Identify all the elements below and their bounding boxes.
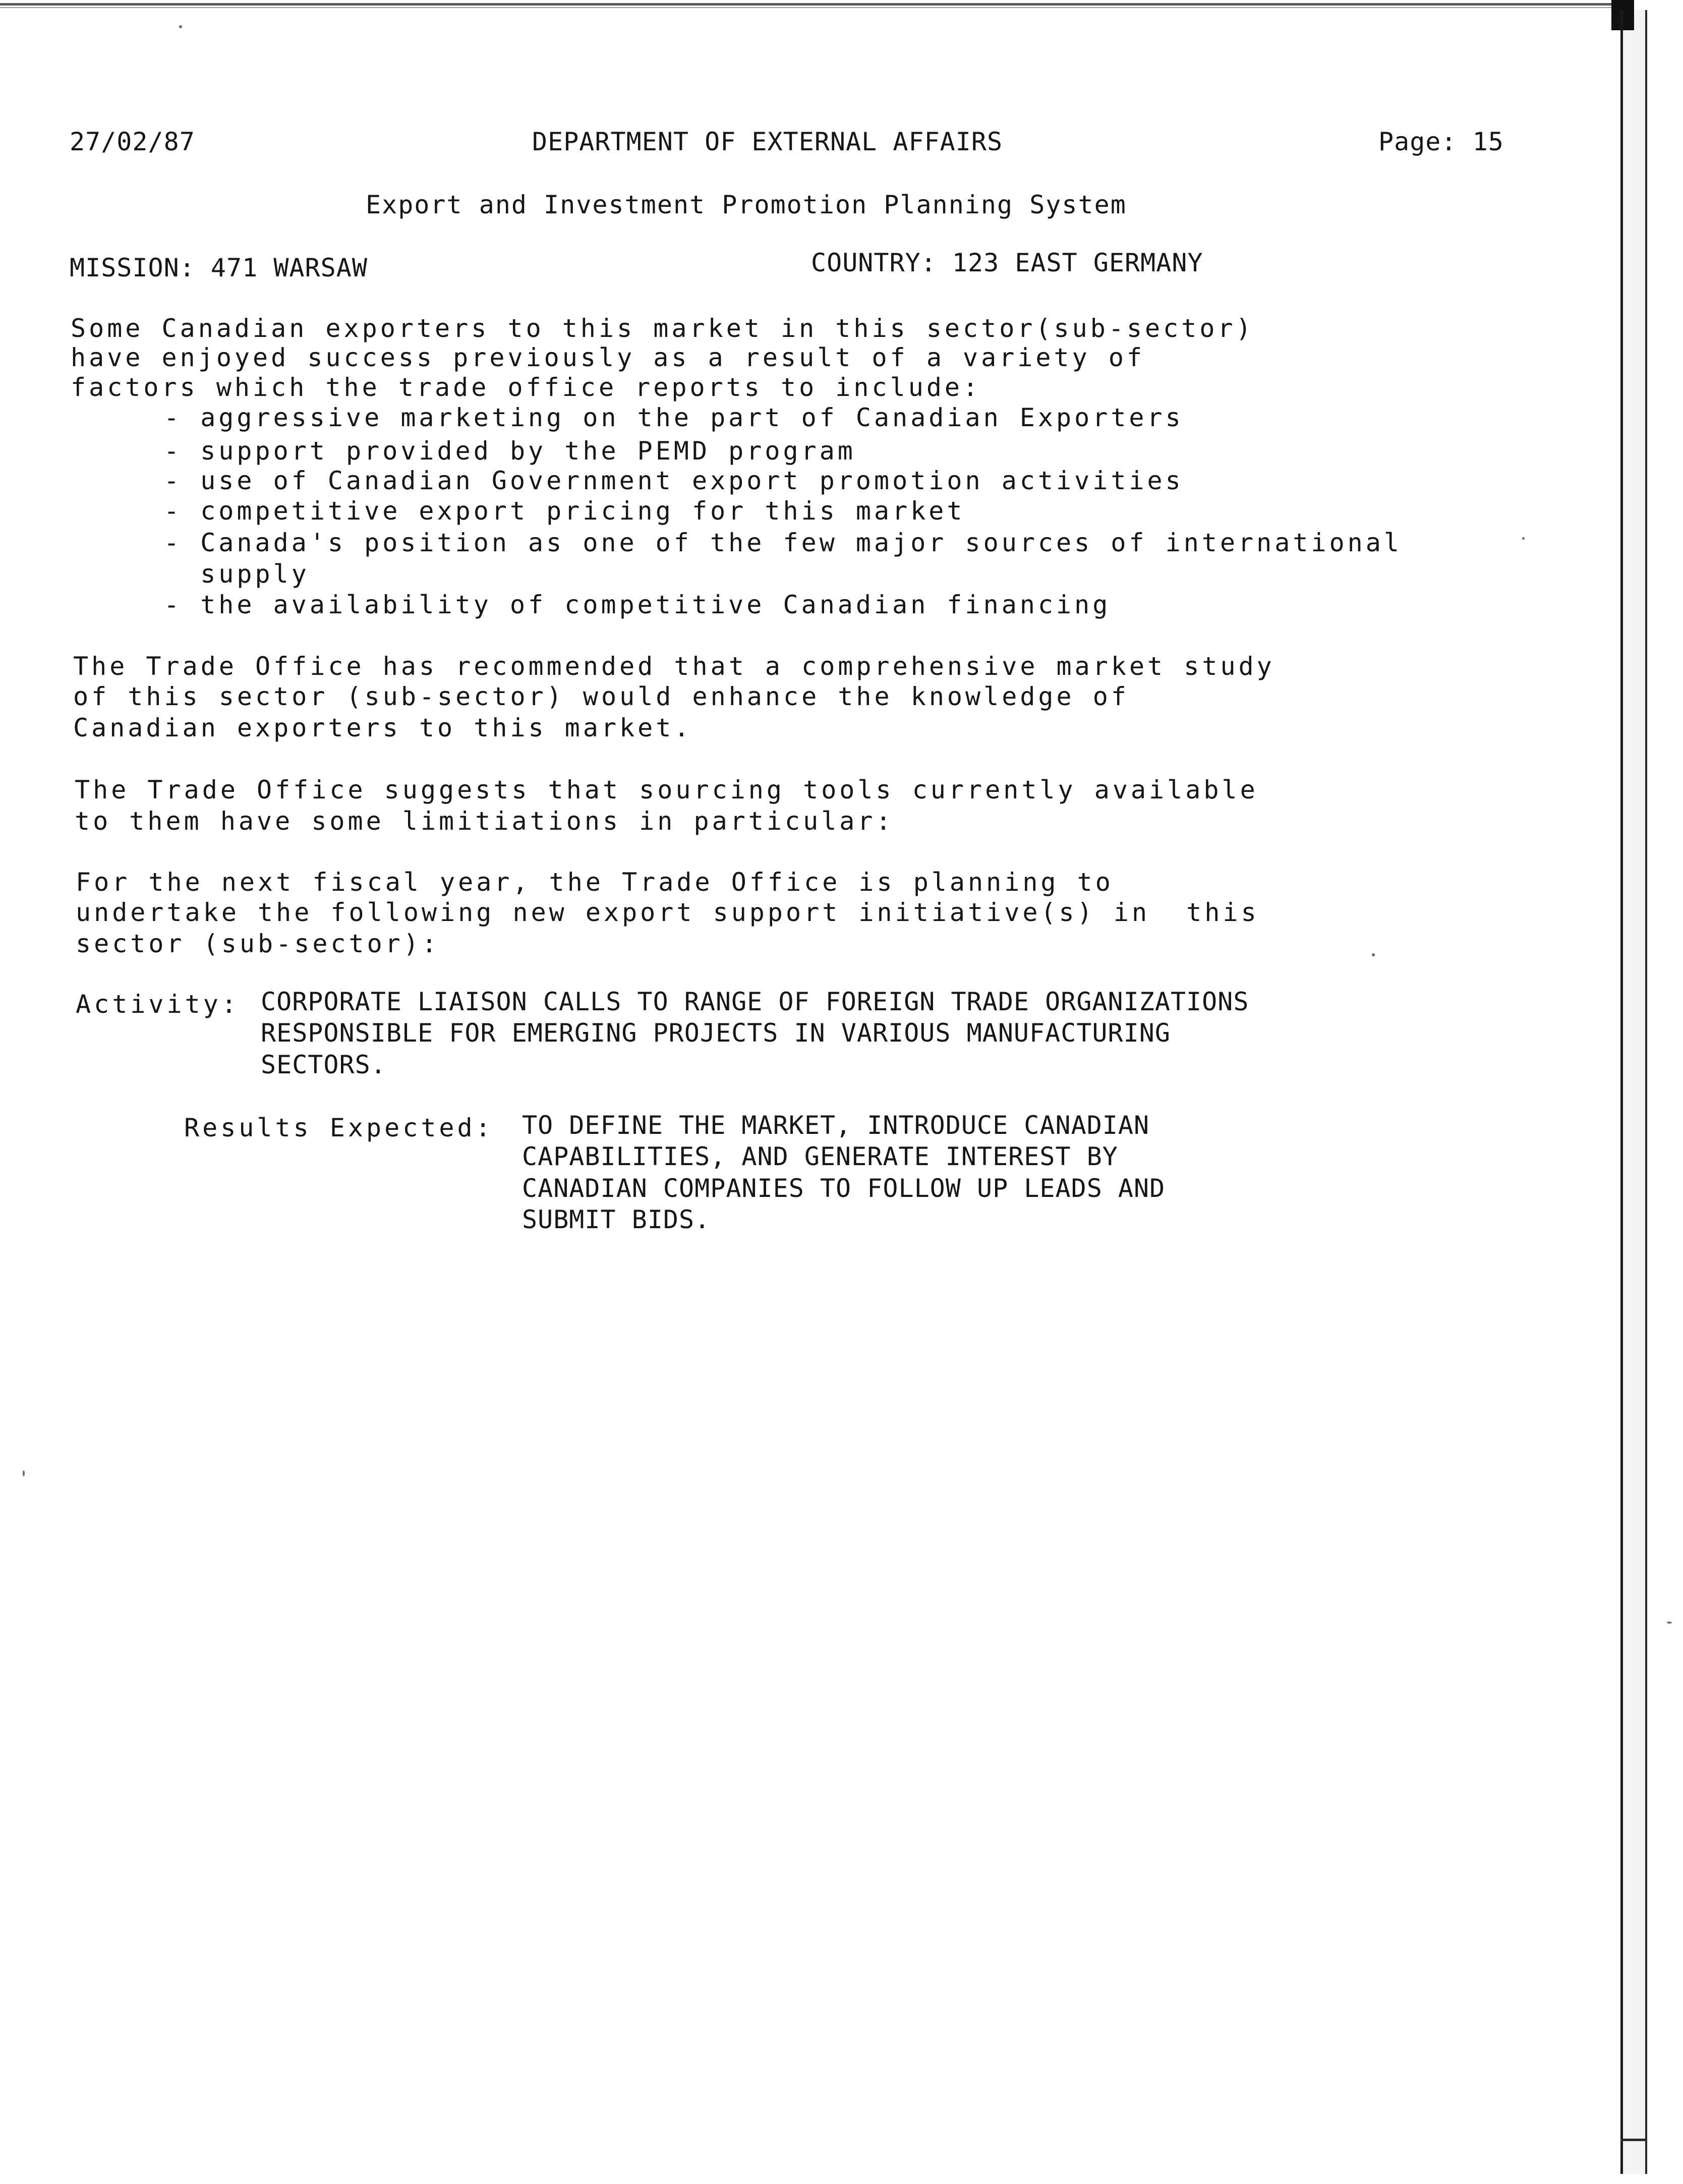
activity-line: CORPORATE LIAISON CALLS TO RANGE OF FOREIGN TRADE ORGANIZATIONS bbox=[261, 987, 1249, 1016]
text-line: sector (sub-sector): bbox=[76, 929, 440, 958]
list-item: - Canada's position as one of the few major sources of international bbox=[164, 528, 1402, 557]
binding-edge-left bbox=[1620, 10, 1623, 2174]
scan-speck bbox=[23, 1470, 25, 1476]
report-date: 27/02/87 bbox=[70, 127, 195, 156]
binding-shade bbox=[1623, 10, 1645, 2174]
list-item: - the availability of competitive Canadian financing bbox=[164, 590, 1111, 619]
scan-speck bbox=[1372, 953, 1375, 956]
text-line: The Trade Office suggests that sourcing tools currently available bbox=[75, 775, 1258, 804]
text-line: The Trade Office has recommended that a comprehensive market study bbox=[73, 652, 1275, 681]
country-label: COUNTRY: 123 EAST GERMANY bbox=[811, 248, 1203, 277]
text-line: factors which the trade office reports to include: bbox=[71, 373, 981, 402]
list-item: - aggressive marketing on the part of Canadian Exporters bbox=[164, 403, 1184, 432]
list-item-continuation: supply bbox=[164, 559, 310, 589]
text-line: undertake the following new export support initiative(s) in this bbox=[76, 898, 1259, 927]
list-item: - competitive export pricing for this market bbox=[164, 496, 965, 526]
results-line: SUBMIT BIDS. bbox=[522, 1205, 711, 1234]
scan-speck bbox=[1522, 537, 1525, 540]
activity-line: SECTORS. bbox=[261, 1050, 386, 1079]
list-item: - support provided by the PEMD program bbox=[164, 436, 856, 466]
results-line: CAPABILITIES, AND GENERATE INTEREST BY bbox=[522, 1142, 1118, 1171]
results-label: Results Expected: bbox=[184, 1113, 494, 1142]
department-title: DEPARTMENT OF EXTERNAL AFFAIRS bbox=[532, 127, 1003, 156]
scan-speck bbox=[179, 25, 182, 28]
results-line: TO DEFINE THE MARKET, INTRODUCE CANADIAN bbox=[522, 1111, 1150, 1140]
scan-top-edge-inner bbox=[0, 7, 1614, 8]
text-line: have enjoyed success previously as a result of a variety of bbox=[71, 343, 1145, 372]
binding-edge-right bbox=[1645, 10, 1647, 2174]
text-line: For the next fiscal year, the Trade Office is planning to bbox=[76, 868, 1114, 897]
mission-label: MISSION: 471 WARSAW bbox=[70, 253, 368, 282]
text-line: of this sector (sub-sector) would enhance the knowledge of bbox=[73, 682, 1129, 711]
system-title: Export and Investment Promotion Planning System bbox=[366, 190, 1127, 219]
page-number: Page: 15 bbox=[1378, 127, 1504, 156]
text-line: Some Canadian exporters to this market in this sector(sub-sector) bbox=[71, 314, 1254, 343]
text-line: Canadian exporters to this market. bbox=[73, 713, 692, 742]
results-line: CANADIAN COMPANIES TO FOLLOW UP LEADS AND bbox=[522, 1174, 1166, 1203]
activity-line: RESPONSIBLE FOR EMERGING PROJECTS IN VARIOUS MANUFACTURING bbox=[261, 1018, 1171, 1048]
binding-edge-bottom bbox=[1620, 2139, 1647, 2141]
scan-top-edge bbox=[0, 3, 1614, 6]
scan-speck bbox=[1667, 1622, 1672, 1624]
list-item: - use of Canadian Government export promotion activities bbox=[164, 466, 1184, 495]
activity-label: Activity: bbox=[76, 990, 240, 1019]
text-line: to them have some limitiations in particular: bbox=[75, 807, 894, 836]
